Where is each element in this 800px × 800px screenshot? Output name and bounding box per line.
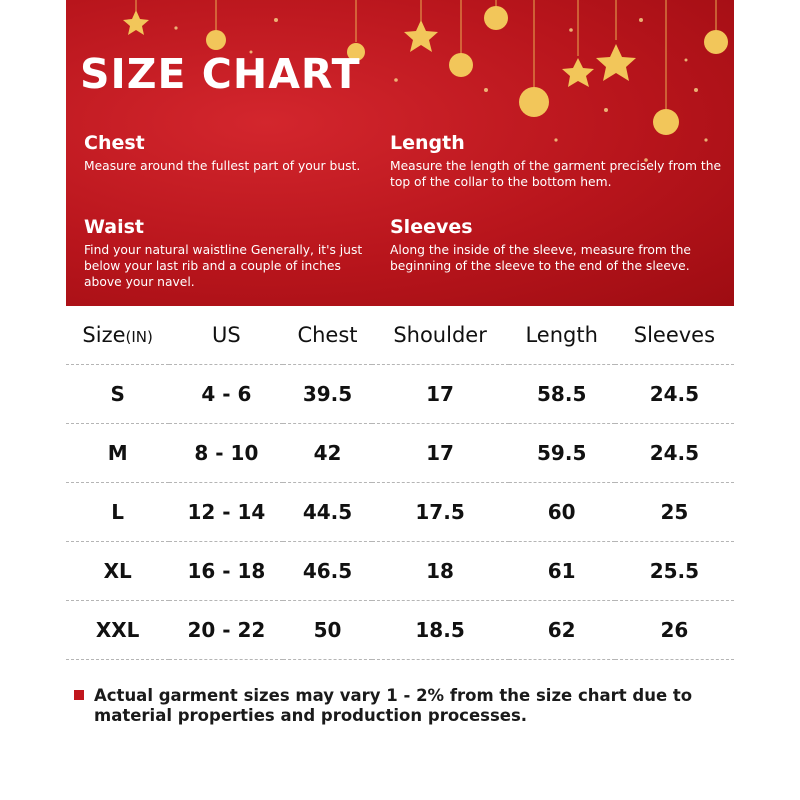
cell-shoulder: 18.5 (372, 601, 509, 660)
cell-size: XXL (66, 601, 169, 660)
cell-chest: 46.5 (283, 542, 371, 601)
guide-length-heading: Length (390, 132, 465, 154)
guide-sleeves (390, 216, 730, 274)
cell-size: L (66, 483, 169, 542)
guide-chest-text: Measure around the fullest part of your bust. (84, 159, 361, 173)
cell-shoulder: 18 (372, 542, 509, 601)
table-row (66, 424, 734, 483)
page-title: SIZE CHART (80, 50, 361, 98)
cell-chest: 39.5 (283, 365, 371, 424)
header-size (66, 306, 169, 365)
footnote-text: Actual garment sizes may vary 1 - 2% from the size chart due to material properties and production processes. (94, 686, 693, 725)
guide-length-text: Measure the length of the garment precisely from the top of the collar to the bottom hem. (390, 159, 722, 189)
header-shoulder: Shoulder (372, 306, 509, 365)
guide-waist-heading: Waist (84, 216, 145, 238)
cell-us: 8 - 10 (169, 424, 283, 483)
cell-size: M (66, 424, 169, 483)
guide-length (390, 132, 730, 190)
cell-sleeves: 24.5 (615, 424, 734, 483)
cell-length: 58.5 (509, 365, 615, 424)
table-header-row (66, 306, 734, 365)
size-table (66, 306, 734, 660)
cell-length: 60 (509, 483, 615, 542)
cell-sleeves: 25.5 (615, 542, 734, 601)
table-row (66, 542, 734, 601)
guide-waist-text: Find your natural waistline Generally, it's just below your last rib and a couple of inches above your navel. (84, 243, 363, 289)
cell-length: 59.5 (509, 424, 615, 483)
header-size-unit: (IN) (125, 328, 153, 346)
square-bullet-icon (74, 690, 84, 700)
cell-size: XL (66, 542, 169, 601)
header-sleeves: Sleeves (615, 306, 734, 365)
guide-sleeves-text: Along the inside of the sleeve, measure from the beginning of the sleeve to the end of the sleeve. (390, 243, 691, 273)
cell-us: 12 - 14 (169, 483, 283, 542)
cell-us: 4 - 6 (169, 365, 283, 424)
guide-chest-heading: Chest (84, 132, 145, 154)
guide-sleeves-heading: Sleeves (390, 216, 473, 238)
header-length: Length (509, 306, 615, 365)
cell-chest: 50 (283, 601, 371, 660)
cell-shoulder: 17 (372, 365, 509, 424)
header-size-label: Size (82, 323, 126, 347)
cell-length: 62 (509, 601, 615, 660)
cell-chest: 44.5 (283, 483, 371, 542)
footnote (74, 686, 714, 726)
cell-shoulder: 17 (372, 424, 509, 483)
header-us: US (169, 306, 283, 365)
table-row (66, 365, 734, 424)
cell-sleeves: 26 (615, 601, 734, 660)
guide-chest (84, 132, 374, 174)
cell-us: 20 - 22 (169, 601, 283, 660)
cell-sleeves: 25 (615, 483, 734, 542)
table-row (66, 601, 734, 660)
cell-size: S (66, 365, 169, 424)
cell-us: 16 - 18 (169, 542, 283, 601)
guide-waist (84, 216, 374, 290)
cell-chest: 42 (283, 424, 371, 483)
header-chest: Chest (283, 306, 371, 365)
cell-length: 61 (509, 542, 615, 601)
cell-sleeves: 24.5 (615, 365, 734, 424)
table-row (66, 483, 734, 542)
header-banner (66, 0, 734, 306)
cell-shoulder: 17.5 (372, 483, 509, 542)
